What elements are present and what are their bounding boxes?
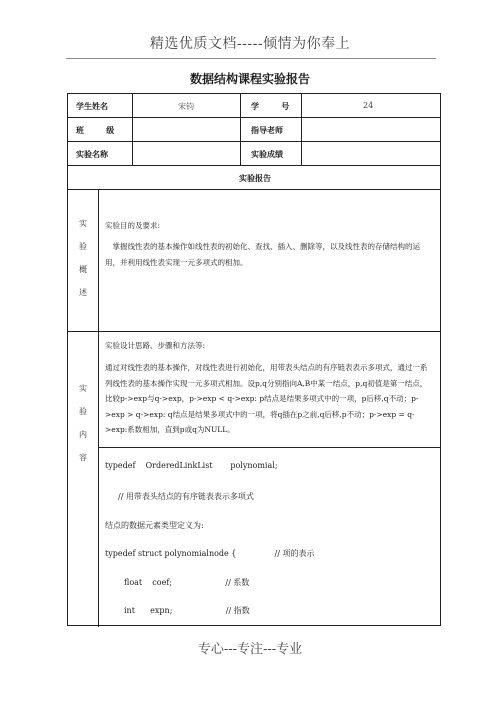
code-line: int expn; // 指数 [124,606,250,615]
row-divider [68,331,440,332]
side-char: 容 [79,453,87,462]
row-divider [68,189,440,190]
report-table [67,93,441,626]
side-char: 实 [79,384,87,393]
overview-side-label [68,212,98,304]
side-char: 概 [79,265,87,274]
col-divider [240,94,241,165]
student-id-value: 24 [363,101,374,110]
content-heading: 实验设计思路、步骤和方法等: [105,341,206,350]
side-char: 实 [79,219,87,228]
code-line: typedef OrderedLinkList polynomial; [105,461,278,470]
side-char: 述 [79,288,87,297]
student-name-label: 学生姓名 [76,102,108,111]
class-label: 班 级 [76,126,115,135]
code-line: // 用带表头结点的有序链表表示多项式 [118,492,254,501]
row-divider [68,117,440,118]
student-id-label: 学 号 [251,102,290,111]
score-label: 实验成绩 [251,150,283,159]
code-line: typedef struct polynomialnode { // 项的表示 [105,549,315,558]
side-col-divider [98,189,99,627]
col-divider [301,94,302,165]
row-divider [68,165,440,166]
content-body: 通过对线性表的基本操作，对线性表进行初始化，用带表头结点的有序链表表示多项式，通过一系列线性表的基本操作实现一元多项式相加。设p,q分别指向A,B中某一结点，p,q初值是第一结点，比较p->exp与q->exp，p->exp < q->exp: p结点是结果多项式中的一项，p后移,q不动；p->exp > q->exp: q结点是结果多项式中的一项，将q插在p之前,q后移,p不动；p->exp = q->exp:系数相加，直到p或q为NULL。 [105,363,428,434]
student-name-value: 宋钧 [178,102,194,111]
code-line: float coef; // 系数 [124,578,250,587]
report-label: 实验报告 [239,174,271,183]
side-char: 验 [79,242,87,251]
code-line: 结点的数据元素类型定义为: [105,521,204,530]
side-char: 内 [79,430,87,439]
content-side-label [68,377,98,469]
overview-heading: 实验目的及要求: [105,221,161,230]
header-divider [66,58,436,59]
experiment-name-label: 实验名称 [76,150,108,159]
row-divider [68,141,440,142]
page-header: 精选优质文档-----倾情为你奉上 [149,36,351,52]
teacher-label: 指导老师 [251,126,283,135]
page-footer: 专心---专注---专业 [197,642,303,657]
code-divider [98,447,441,448]
side-char: 验 [79,407,87,416]
report-title: 数据结构课程实验报告 [189,72,310,86]
overview-body: 掌握线性表的基本操作如线性表的初始化、查找、插入、删除等，以及线性表的存储结构的运用，并利用线性表实现一元多项式的相加。 [105,242,420,267]
col-divider [132,94,133,165]
